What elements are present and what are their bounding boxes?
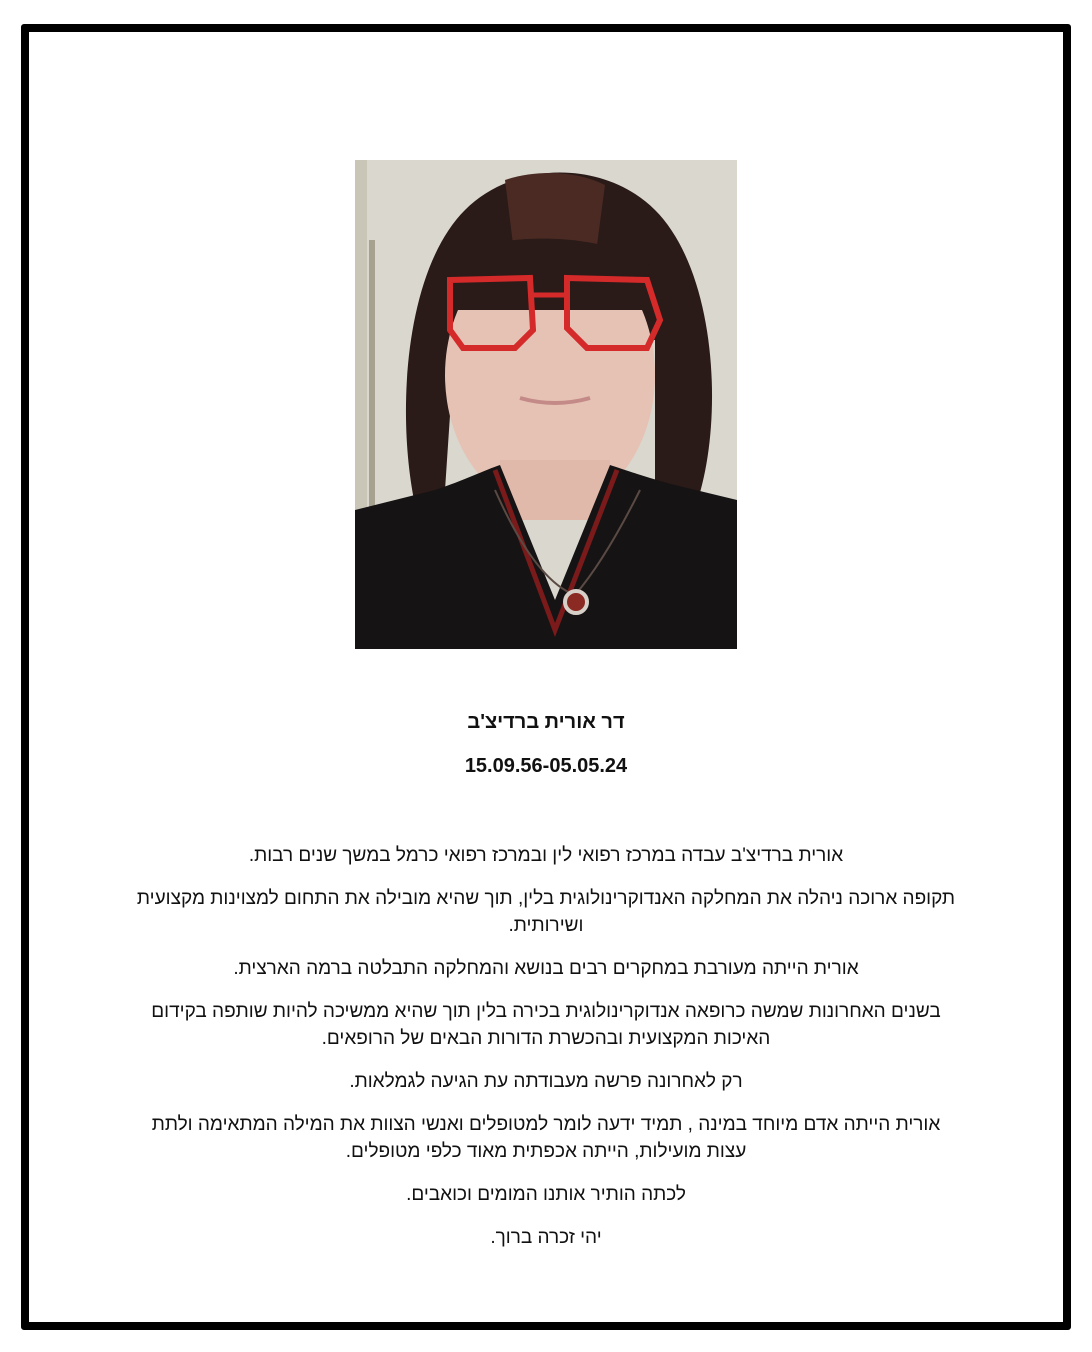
- portrait-illustration: [355, 160, 737, 649]
- eulogy-paragraph: יהי זכרה ברוך.: [490, 1227, 602, 1248]
- eulogy-paragraph: אורית ברדיצ'ב עבדה במרכז רפואי לין ובמרכז רפואי כרמל במשך שנים רבות.: [248, 845, 844, 866]
- eulogy-paragraph: לכתה הותיר אותנו המומים וכואבים.: [406, 1184, 686, 1205]
- eulogy-paragraph: אורית הייתה אדם מיוחד במינה , תמיד ידעה לומר למטופלים ואנשי הצוות את המילה המתאימה ולתת עצות מועילות, הייתה אכפתית מאוד כלפי מטופלים.: [151, 1114, 941, 1162]
- eulogy-paragraph: בשנים האחרונות שמשה כרופאה אנדוקרינולוגית בכירה בלין תוך שהיא ממשיכה להיות שותפה בקידום האיכות המקצועית ובהכשרת הדורות הבאים של הרופאים.: [151, 1001, 941, 1049]
- eulogy-paragraph: רק לאחרונה פרשה מעבודתה עת הגיעה לגמלאות.: [349, 1071, 743, 1092]
- eulogy-text: [135, 842, 957, 1267]
- life-dates: 15.09.56-05.05.24: [464, 755, 628, 777]
- deceased-name: דר אורית ברדיצ'ב: [467, 711, 625, 733]
- eulogy-paragraph: אורית הייתה מעורבת במחקרים רבים בנושא והמחלקה התבלטה ברמה הארצית.: [233, 958, 859, 979]
- eulogy-paragraph: תקופה ארוכה ניהלה את המחלקה האנדוקרינולוגית בלין, תוך שהיא מובילה את התחום למצוינות מקצועית ושירותית.: [136, 888, 956, 936]
- portrait-photo: [355, 160, 737, 649]
